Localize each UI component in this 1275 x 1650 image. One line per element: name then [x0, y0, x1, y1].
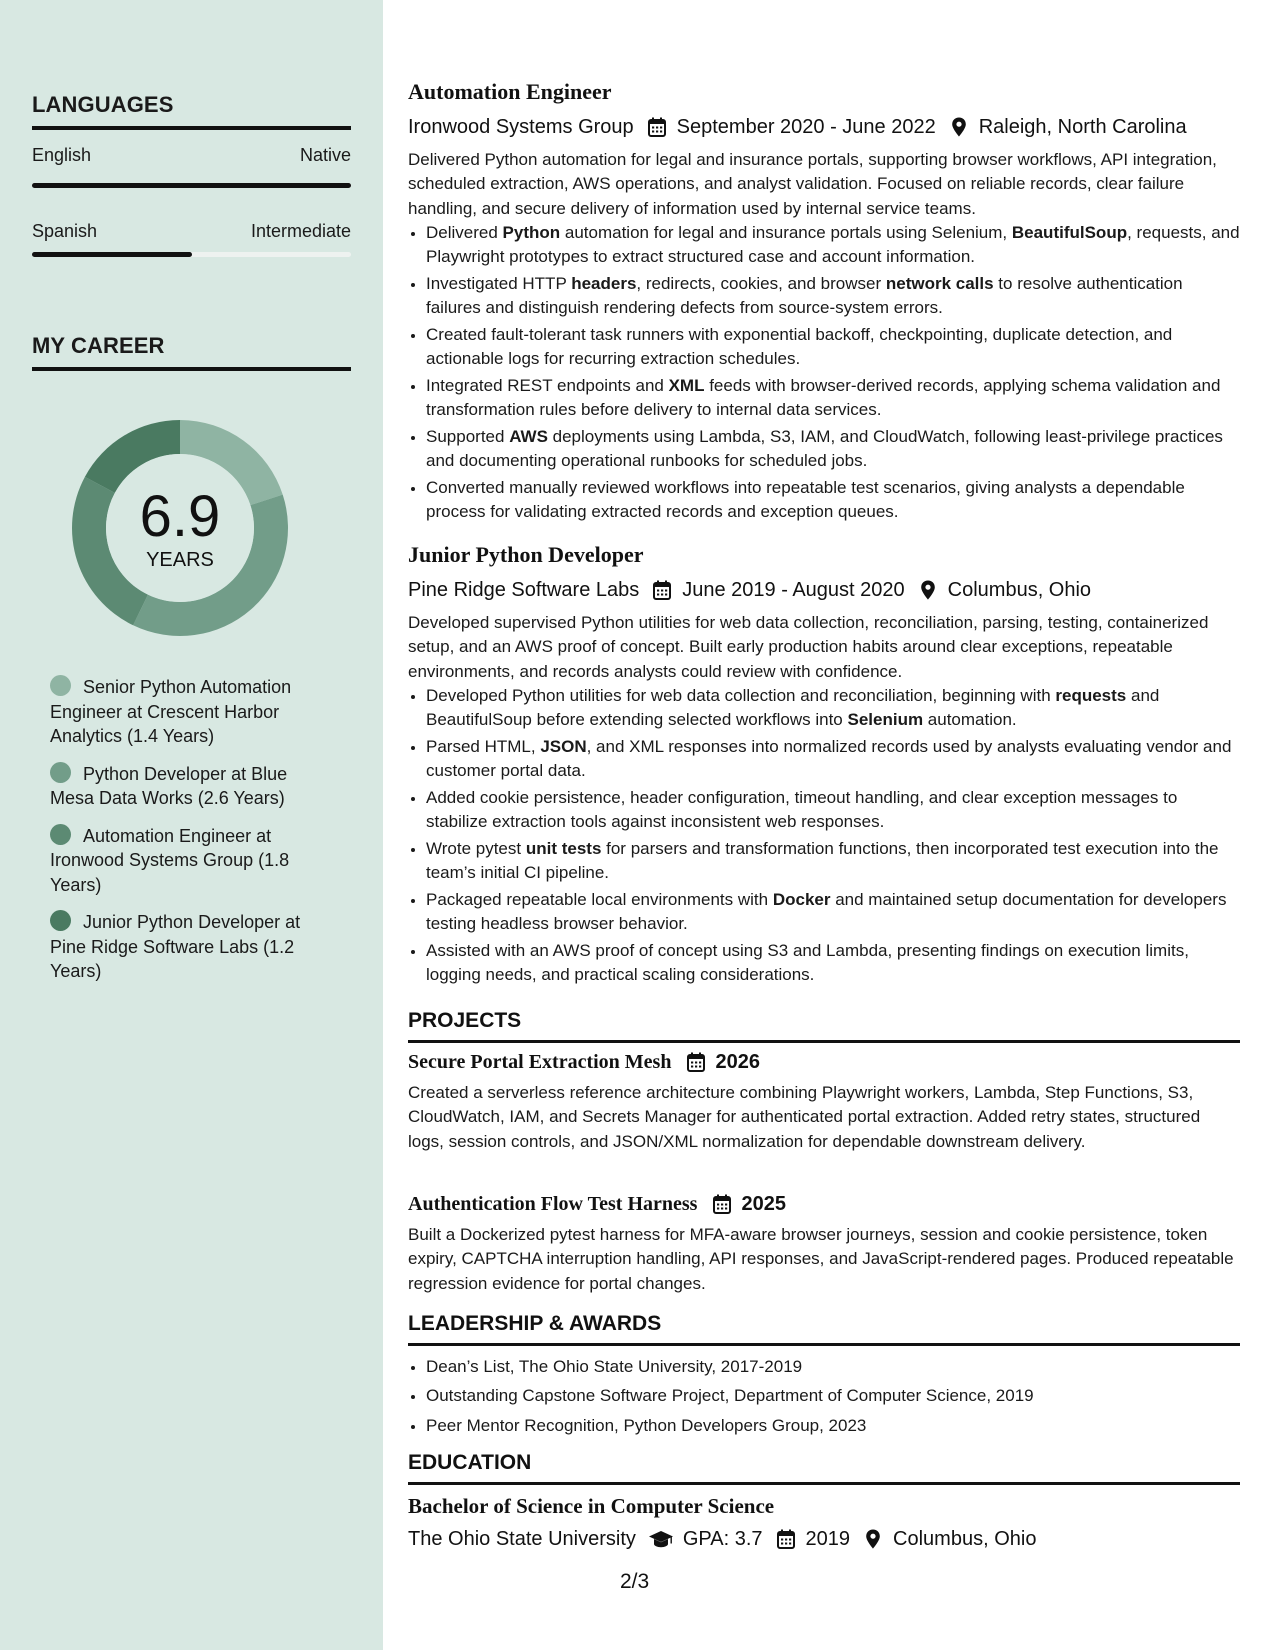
- award-item: • Peer Mentor Recognition, Python Developers Group, 2023: [426, 1412, 1240, 1439]
- graduation-cap-icon: [648, 1528, 674, 1550]
- project-description: Created a serverless reference architecture combining Playwright workers, Lambda, Step Functions, S3, CloudWatch, IAM, and Secrets Manager for authenticated portal extraction. Added retry states, structured logs, session controls, and JSON/XML normalization for dependable downstream delivery.: [408, 1083, 1201, 1151]
- education-meta: [408, 1526, 1240, 1552]
- legend-dot: [50, 675, 71, 696]
- languages-heading: LANGUAGES: [32, 92, 351, 130]
- career-heading: MY CAREER: [32, 333, 351, 371]
- language-bar-fill: [32, 183, 351, 188]
- legend-dot: [50, 910, 71, 931]
- job-entry: [408, 78, 1240, 527]
- job-title: Junior Python Developer: [408, 542, 644, 567]
- job-summary: Developed supervised Python utilities for web data collection, reconciliation, parsing, testing, containerized setup, and an AWS proof of concept. Built early production habits around clear exceptions, repeatable environments, and records analysts could review with confidence.: [408, 613, 1209, 681]
- job-bullet: • Parsed HTML, JSON, and XML responses into normalized records used by analysts evaluating vendor and customer portal data.: [426, 735, 1240, 784]
- job-bullet: • Delivered Python automation for legal and insurance portals using Selenium, BeautifulSoup, requests, and Playwright prototypes to extract structured case and account information.: [426, 221, 1240, 270]
- job-bullet: • Assisted with an AWS proof of concept using S3 and Lambda, presenting findings on execution limits, logging needs, and practical scaling considerations.: [426, 939, 1240, 988]
- job-entry: [408, 541, 1240, 990]
- school-location: Columbus, Ohio: [893, 1527, 1037, 1550]
- education-heading: EDUCATION: [408, 1451, 1240, 1485]
- award-item: • Outstanding Capstone Software Project, Department of Computer Science, 2019: [426, 1382, 1240, 1409]
- language-level: Intermediate: [250, 221, 351, 241]
- job-bullets: [408, 221, 1240, 525]
- calendar-icon: [651, 579, 673, 601]
- language-name: Spanish: [32, 221, 98, 241]
- job-bullet: • Supported AWS deployments using Lambda, S3, IAM, and CloudWatch, following least-privilege practices and documenting operational runbooks for scheduled jobs.: [426, 425, 1240, 474]
- job-title: Automation Engineer: [408, 79, 612, 104]
- calendar-icon: [685, 1051, 707, 1073]
- language-row-english: [32, 145, 351, 166]
- company-name: Pine Ridge Software Labs: [408, 578, 640, 601]
- job-summary: Delivered Python automation for legal and insurance portals, supporting browser workflows, API integration, scheduled extraction, AWS operations, and analyst validation. Focused on reliable records, clear failure handling, and secure delivery of information used by internal service teams.: [408, 150, 1217, 218]
- total-years-unit: YEARS: [146, 549, 214, 571]
- project-year: 2026: [715, 1050, 760, 1073]
- legend-label: Automation Engineer at Ironwood Systems Group (1.8 Years): [50, 825, 290, 895]
- map-pin-icon: [862, 1528, 884, 1550]
- calendar-icon: [646, 116, 668, 138]
- calendar-icon: [775, 1528, 797, 1550]
- project-title-row: [408, 1191, 1240, 1217]
- legend-dot: [50, 762, 71, 783]
- legend-label: Senior Python Automation Engineer at Crescent Harbor Analytics (1.4 Years): [50, 677, 292, 746]
- graduation-year: 2019: [805, 1527, 851, 1550]
- legend-dot: [50, 824, 71, 845]
- project-entry: [408, 1191, 1240, 1296]
- map-pin-icon: [948, 116, 970, 138]
- gpa: GPA: 3.7: [682, 1527, 763, 1550]
- project-title-row: [408, 1049, 1240, 1075]
- language-name: English: [32, 145, 92, 165]
- legend-item: [50, 675, 325, 749]
- job-bullet: • Developed Python utilities for web data collection and reconciliation, beginning with requests and BeautifulSoup before extending selected workflows into Selenium automation.: [426, 684, 1240, 733]
- legend-label: Python Developer at Blue Mesa Data Works (2.6 Years): [50, 763, 288, 808]
- project-year: 2025: [741, 1192, 786, 1215]
- company-name: Ironwood Systems Group: [408, 115, 634, 138]
- job-bullet: • Wrote pytest unit tests for parsers and transformation functions, then incorporated test execution into the team’s initial CI pipeline.: [426, 837, 1240, 886]
- project-title: Authentication Flow Test Harness: [408, 1192, 698, 1215]
- calendar-icon: [711, 1193, 733, 1215]
- legend-item: [50, 762, 325, 811]
- job-dates: September 2020 - June 2022: [676, 115, 936, 138]
- language-bar-fill: [32, 252, 192, 257]
- language-row-spanish: [32, 221, 351, 242]
- page-number: 2/3: [620, 1570, 650, 1593]
- job-bullet: • Created fault-tolerant task runners with exponential backoff, checkpointing, duplicate detection, and actionable logs for recurring extraction schedules.: [426, 323, 1240, 372]
- job-meta: [408, 114, 1240, 140]
- leadership-list: [408, 1353, 1240, 1441]
- job-bullets: [408, 684, 1240, 988]
- job-bullet: • Integrated REST endpoints and XML feeds with browser-derived records, applying schema validation and transformation rules before delivery to internal data services.: [426, 374, 1240, 423]
- career-legend: [50, 675, 325, 997]
- job-bullet: • Added cookie persistence, header configuration, timeout handling, and clear exception messages to stabilize extraction tools against inconsistent web responses.: [426, 786, 1240, 835]
- job-bullet: • Investigated HTTP headers, redirects, cookies, and browser network calls to resolve authentication failures and distinguish rendering defects from source-system errors.: [426, 272, 1240, 321]
- education-entry: [408, 1492, 1240, 1560]
- language-bar-english: [32, 183, 351, 188]
- language-level: Native: [299, 145, 351, 165]
- sidebar: [0, 0, 383, 1650]
- legend-item: [50, 824, 325, 898]
- job-meta: [408, 577, 1240, 603]
- job-location: Raleigh, North Carolina: [978, 115, 1187, 138]
- legend-item: [50, 910, 325, 984]
- job-bullet: • Converted manually reviewed workflows into repeatable test scenarios, giving analysts a dependable process for validating extracted records and exception queues.: [426, 476, 1240, 525]
- projects-heading: PROJECTS: [408, 1009, 1240, 1043]
- school-name: The Ohio State University: [408, 1527, 636, 1550]
- legend-label: Junior Python Developer at Pine Ridge Software Labs (1.2 Years): [50, 912, 301, 981]
- leadership-heading: LEADERSHIP & AWARDS: [408, 1312, 1240, 1346]
- project-description: Built a Dockerized pytest harness for MFA-aware browser journeys, session and cookie persistence, token expiry, CAPTCHA interruption handling, API responses, and JavaScript-rendered pages. Produced repeatable regression evidence for portal changes.: [408, 1225, 1234, 1293]
- career-donut-chart: [65, 413, 295, 643]
- job-location: Columbus, Ohio: [947, 578, 1092, 601]
- job-bullet: • Packaged repeatable local environments with Docker and maintained setup documentation for developers testing headless browser behavior.: [426, 888, 1240, 937]
- total-years-value: 6.9: [139, 484, 221, 549]
- leadership-bullets: [408, 1353, 1240, 1439]
- language-bar-spanish: [32, 252, 351, 257]
- map-pin-icon: [917, 579, 939, 601]
- project-entry: [408, 1049, 1240, 1154]
- job-dates: June 2019 - August 2020: [682, 578, 905, 601]
- project-title: Secure Portal Extraction Mesh: [408, 1050, 672, 1073]
- degree-title: Bachelor of Science in Computer Science: [408, 1494, 775, 1518]
- award-item: • Dean’s List, The Ohio State University, 2017-2019: [426, 1353, 1240, 1380]
